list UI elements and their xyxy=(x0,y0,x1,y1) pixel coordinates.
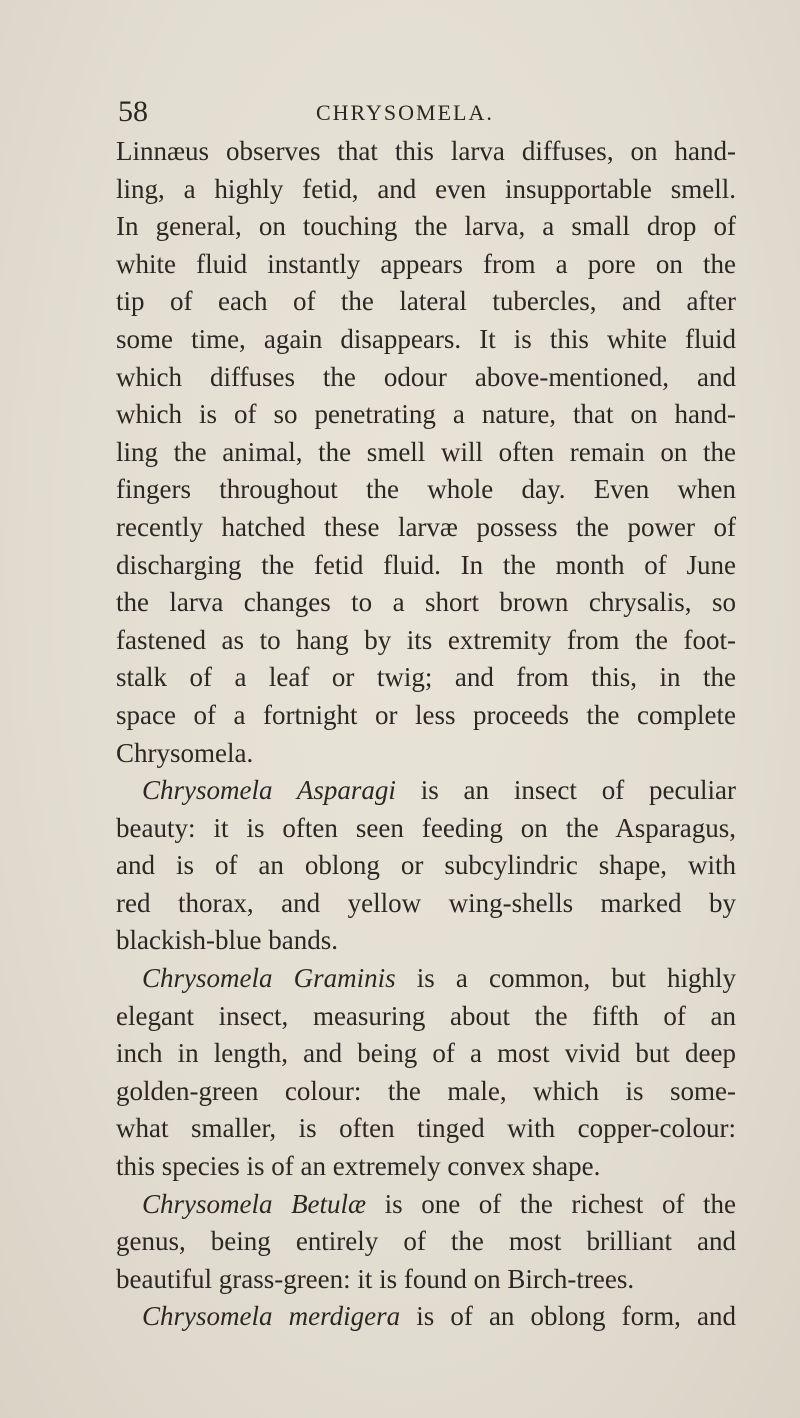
text-line xyxy=(116,509,736,547)
text-line xyxy=(116,434,736,472)
text-run: beautiful grass-green: it is found on Birch-trees. xyxy=(116,1263,635,1294)
text-run: ling the animal, the smell will often remain on the xyxy=(116,436,736,467)
text-run: beauty: it is often seen feeding on the Asparagus, xyxy=(116,812,736,843)
text-run: what smaller, is often tinged with copper-colour: xyxy=(116,1113,736,1144)
species-name: Chrysomela merdigera xyxy=(142,1301,401,1332)
text-line xyxy=(116,810,736,848)
text-line xyxy=(116,1148,736,1186)
text-line xyxy=(116,885,736,923)
text-line xyxy=(116,1223,736,1261)
page-number: 58 xyxy=(118,95,148,128)
text-line xyxy=(116,622,736,660)
text-line xyxy=(116,1261,736,1299)
text-run: In general, on touching the larva, a small drop of xyxy=(116,211,736,242)
text-run: blackish-blue bands. xyxy=(116,925,338,956)
text-run: white fluid instantly appears from a pore on the xyxy=(116,248,736,279)
text-run: inch in length, and being of a most vivid but deep xyxy=(116,1038,736,1069)
text-line xyxy=(116,1186,736,1224)
body-text xyxy=(116,133,736,1336)
text-run: some time, again disappears. It is this white fluid xyxy=(116,323,736,354)
text-run: this species is of an extremely convex shape. xyxy=(116,1151,601,1182)
text-run: golden-green colour: the male, which is some- xyxy=(116,1075,736,1106)
text-run: stalk of a leaf or twig; and from this, in the xyxy=(116,662,736,693)
text-run: which diffuses the odour above-mentioned, and xyxy=(116,361,736,392)
species-name: Chrysomela Graminis xyxy=(142,963,396,994)
text-line xyxy=(116,283,736,321)
text-line xyxy=(116,922,736,960)
text-run: discharging the fetid fluid. In the month of June xyxy=(116,549,736,580)
text-line xyxy=(116,208,736,246)
text-line xyxy=(116,471,736,509)
text-run: red thorax, and yellow wing-shells marked by xyxy=(116,887,736,918)
text-line xyxy=(116,697,736,735)
text-run: is one of the richest of the xyxy=(366,1188,736,1219)
text-run: which is of so penetrating a nature, that on hand- xyxy=(116,399,736,430)
text-line xyxy=(116,246,736,284)
text-run: is an insect of peculiar xyxy=(395,775,736,806)
text-line xyxy=(116,847,736,885)
text-run: recently hatched these larvæ possess the power of xyxy=(116,511,736,542)
species-name: Chrysomela Asparagi xyxy=(142,775,396,806)
text-run: fingers throughout the whole day. Even when xyxy=(116,474,736,505)
text-run: space of a fortnight or less proceeds the complete xyxy=(116,699,736,730)
text-line xyxy=(116,659,736,697)
text-line xyxy=(116,359,736,397)
text-line xyxy=(116,1035,736,1073)
text-line xyxy=(116,171,736,209)
text-run: Chrysomela. xyxy=(116,737,254,768)
text-run: ling, a highly fetid, and even insupportable smell. xyxy=(116,173,736,204)
text-line xyxy=(116,735,736,773)
text-run: is a common, but highly xyxy=(395,963,736,994)
text-run: Linnæus observes that this larva diffuses, on hand- xyxy=(116,136,736,166)
running-head: CHRYSOMELA. xyxy=(316,100,494,125)
text-line xyxy=(116,998,736,1036)
text-line xyxy=(116,772,736,810)
text-line xyxy=(116,960,736,998)
text-line xyxy=(116,584,736,622)
text-run: and is of an oblong or subcylindric shape, with xyxy=(116,850,736,881)
text-line xyxy=(116,1110,736,1148)
text-run: the larva changes to a short brown chrysalis, so xyxy=(116,587,736,618)
text-line xyxy=(116,321,736,359)
text-run: tip of each of the lateral tubercles, and after xyxy=(116,286,736,317)
text-line xyxy=(116,1298,736,1336)
text-line xyxy=(116,547,736,585)
text-run: is of an oblong form, and xyxy=(400,1301,736,1332)
text-run: fastened as to hang by its extremity from the foot- xyxy=(116,624,736,655)
text-line xyxy=(116,396,736,434)
page-header xyxy=(118,92,718,132)
text-line xyxy=(116,1073,736,1111)
species-name: Chrysomela Betulæ xyxy=(142,1188,367,1219)
text-line xyxy=(116,133,736,171)
text-run: elegant insect, measuring about the fifth of an xyxy=(116,1000,736,1031)
text-run: genus, being entirely of the most brilliant and xyxy=(116,1226,736,1257)
